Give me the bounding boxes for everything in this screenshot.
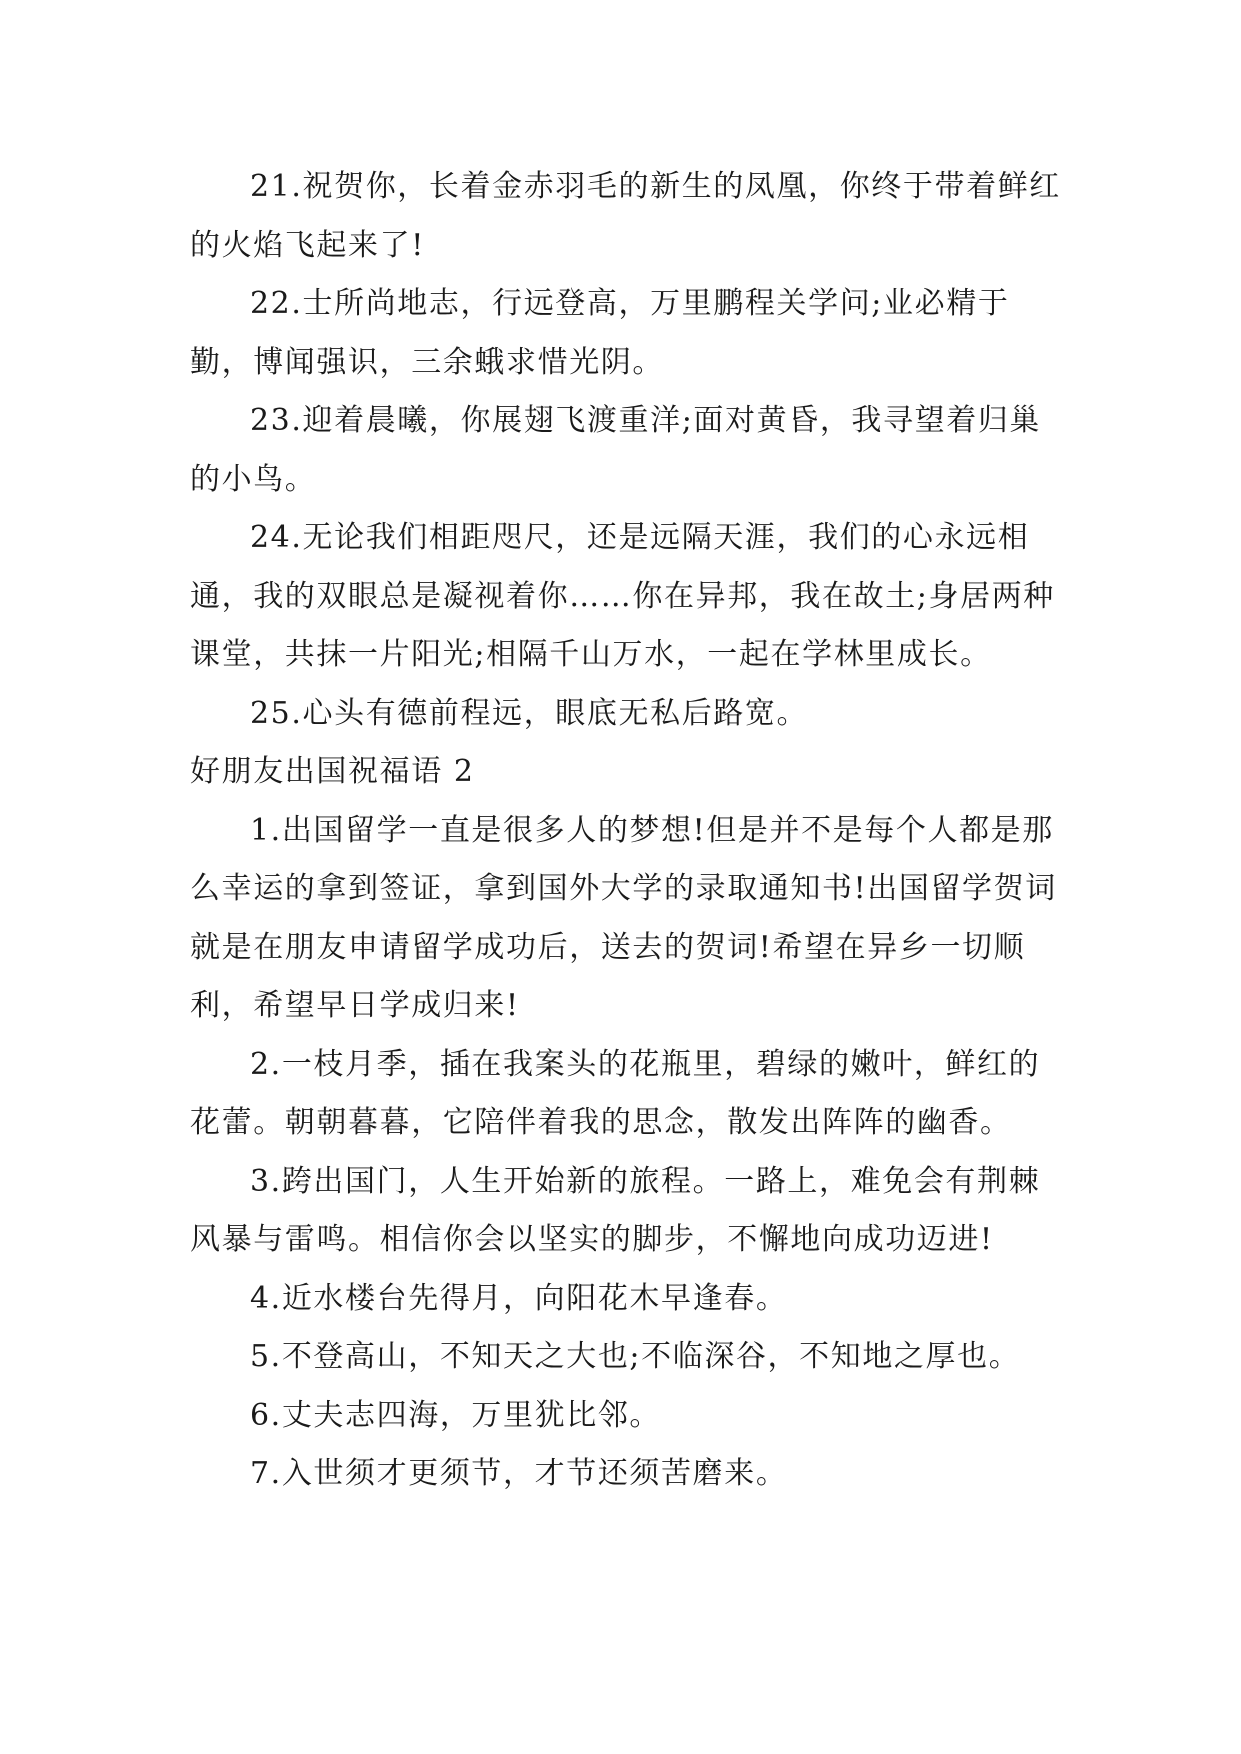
paragraph-25: 25.心头有德前程远，眼底无私后路宽。 (250, 695, 809, 731)
section-heading: 好朋友出国祝福语 2 (190, 754, 475, 789)
paragraph-3: 3.跨出国门，人生开始新的旅程。一路上，难免会有荆棘风暴与雷鸣。相信你会以坚实的脚步，不懈地向成功迈进! (190, 1163, 1041, 1257)
paragraph-5: 5.不登高山，不知天之大也;不临深谷，不知地之厚也。 (250, 1339, 1021, 1374)
paragraph-22: 22.士所尚地志，行远登高，万里鹏程关学问;业必精于勤，博闻强识，三余蛾求惜光阴。 (190, 286, 1010, 380)
paragraph-1: 1.出国留学一直是很多人的梦想!但是并不是每个人都是那么幸运的拿到签证，拿到国外大学的录取通知书!出国留学贺词就是在朋友申请留学成功后，送去的贺词!希望在异乡一切顺利，希望早日学成归来! (190, 812, 1057, 1023)
paragraph-24: 24.无论我们相距咫尺，还是远隔天涯，我们的心永远相通，我的双眼总是凝视着你……你在异邦，我在故土;身居两种课堂，共抹一片阳光;相隔千山万水，一起在学林里成长。 (190, 520, 1055, 672)
paragraph-23: 23.迎着晨曦，你展翅飞渡重洋;面对黄昏，我寻望着归巢的小鸟。 (190, 403, 1042, 497)
paragraph-2: 2.一枝月季，插在我案头的花瓶里，碧绿的嫩叶，鲜红的花蕾。朝朝暮暮，它陪伴着我的思念，散发出阵阵的幽香。 (190, 1046, 1041, 1140)
paragraph-7: 7.入世须才更须节，才节还须苦磨来。 (250, 1456, 788, 1491)
paragraph-6: 6.丈夫志四海，万里犹比邻。 (250, 1397, 662, 1433)
paragraph-21: 21.祝贺你，长着金赤羽毛的新生的凤凰，你终于带着鲜红的火焰飞起来了! (190, 169, 1061, 263)
document-page (190, 158, 1062, 1504)
paragraph-4: 4.近水楼台先得月，向阳花木早逢春。 (250, 1280, 788, 1316)
